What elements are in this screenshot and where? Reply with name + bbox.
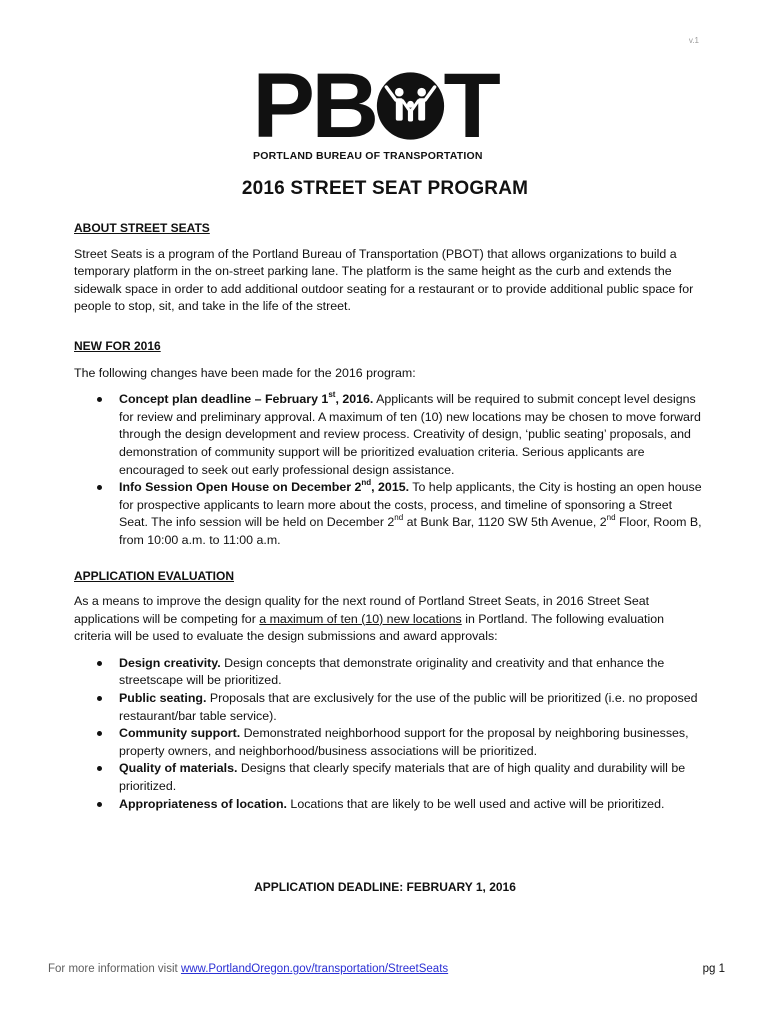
criterion-name: Appropriateness of location. [119, 796, 287, 811]
intro-text: As a means to improve the design quality for the next round of Portland Street Seats, in 2016 Street Seat applications will be competing for [74, 594, 650, 626]
footer-info [48, 963, 448, 975]
item-bold: Info Session Open House on December 2 [119, 480, 362, 495]
item-text: Floor, Room B, from 10:00 a.m. to 11:00 a.m. [119, 515, 702, 547]
list-item [74, 690, 704, 725]
document-body [74, 220, 704, 813]
application-deadline: APPLICATION DEADLINE: FEBRUARY 1, 2016 [254, 880, 516, 894]
criterion-text: Designs that clearly specify materials that are of high quality and durability will be prioritized. [119, 761, 686, 794]
list-item [74, 655, 704, 690]
evaluation-heading: APPLICATION EVALUATION [74, 568, 234, 583]
about-heading: ABOUT STREET SEATS [74, 221, 210, 235]
criterion-text: Design concepts that demonstrate originality and creativity and that enhance the streetscape will be prioritized. [119, 655, 665, 688]
logo-letter-b: B [311, 55, 378, 157]
item-bold: , 2016. [335, 392, 374, 407]
criterion-text: Proposals that are exclusively for the use of the public will be prioritized (i.e. no proposed restaurant/bar table service). [119, 691, 698, 723]
changes-list [74, 391, 704, 549]
item-text: To help applicants, the City is hosting an open house for prospective applicants to learn more about the costs, process, and timeline of sponsoring a Street Seat. The info session will be held on December 2 [119, 480, 702, 530]
intro-text: in Portland. The following evaluation criteria will be used to evaluate the design submissions and award approvals: [74, 611, 665, 644]
list-item [74, 760, 704, 795]
page-title: 2016 STREET SEAT PROGRAM [241, 178, 529, 199]
list-item [74, 479, 704, 549]
item-bold: , 2015. [371, 480, 410, 495]
pbot-logo [252, 55, 499, 162]
list-item [74, 391, 704, 479]
item-bold: Concept plan deadline – February 1 [119, 392, 329, 407]
superscript: nd [606, 513, 616, 523]
family-figures-icon [376, 66, 445, 146]
criterion-name: Design creativity. [119, 655, 221, 670]
page-number: pg 1 [702, 963, 725, 975]
criteria-list [74, 655, 704, 813]
criterion-text: Demonstrated neighborhood support for the proposal by neighboring businesses, property owners, and neighborhood/business associations will be prioritized. [119, 726, 689, 758]
criterion-text: Locations that are likely to be well used and active will be prioritized. [286, 796, 665, 811]
about-paragraph: Street Seats is a program of the Portland Bureau of Transportation (PBOT) that allows organizations to build a temporary platform in the on-street parking lane. The platform is the same height as the curb and extends the sidewalk space in order to add additional outdoor seating for a restaurant or to provide additional public space for people to stop, sit, and take in the life of the street. [74, 246, 694, 314]
criterion-name: Quality of materials. [119, 761, 238, 776]
logo-letter-p: P [252, 55, 313, 157]
logo-letter-t: T [443, 55, 499, 157]
list-item [74, 725, 704, 760]
footer-prefix: For more information visit [48, 963, 181, 975]
criterion-name: Public seating. [119, 691, 207, 706]
footer-link[interactable]: www.PortlandOregon.gov/transportation/StreetSeats [180, 963, 449, 975]
evaluation-intro [74, 593, 704, 646]
superscript: st [328, 390, 336, 400]
superscript: nd [361, 478, 372, 487]
version-label: v.1 [688, 36, 699, 45]
about-section [74, 220, 704, 316]
logo-subtitle: PORTLAND BUREAU OF TRANSPORTATION [253, 150, 483, 162]
superscript: nd [394, 513, 404, 523]
list-item [74, 796, 704, 814]
evaluation-section [74, 568, 704, 814]
criterion-name: Community support. [119, 726, 241, 741]
new-for-heading: NEW FOR 2016 [74, 338, 161, 353]
new-for-intro: The following changes have been made for the 2016 program: [74, 365, 416, 380]
intro-underlined: a maximum of ten (10) new locations [259, 611, 462, 626]
new-for-section [74, 338, 704, 550]
item-text: at Bunk Bar, 1120 SW 5th Avenue, 2 [403, 515, 607, 530]
item-text: Applicants will be required to submit concept level designs for review and preliminary approval. A maximum of ten (10) new locations may be chosen to move forward through the design development and review process. Creativity of design, ‘public seating’ proposals, and demonstration of community support will be prioritized evaluation criteria. Serious applicants are encouraged to seek out early professional design assistance. [119, 392, 701, 477]
